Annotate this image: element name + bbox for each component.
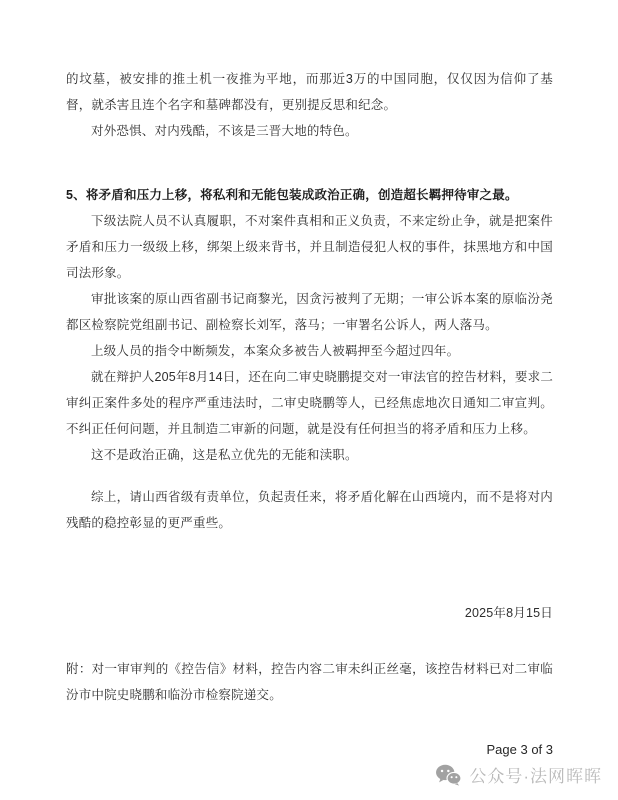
date-line: 2025年8月15日	[464, 606, 553, 620]
page-number: Page 3 of 3	[486, 742, 553, 757]
body-paragraph: 这不是政治正确，这是私立优先的无能和渎职。	[91, 448, 358, 462]
body-paragraph: 就在辩护人205年8月14日，还在向二审史晓鹏提交对一审法官的控告材料，要求二审纠正案件多处的程序严重违法时，二审史晓鹏等人，已经焦虑地次日通知二审宣判。不纠正任何问题，并且制造二审新的问题，就是没有任何担当的将矛盾和压力上移。	[66, 370, 554, 436]
body-paragraph-continuation: 的坟墓，被安排的推土机一夜推为平地，而那近3万的中国同胞，仅仅因为信仰了基督，就杀害且连个名字和墓碑都没有，更别提反思和纪念。	[66, 72, 553, 112]
body-paragraph: 对外恐惧、对内残酷，不该是三晋大地的特色。	[91, 124, 358, 138]
body-paragraph: 上级人员的指令中断频发，本案众多被告人被羁押至今超过四年。	[91, 344, 460, 358]
wechat-icon	[435, 764, 462, 786]
body-paragraph: 下级法院人员不认真履职，不对案件真相和正义负责，不来定纷止争，就是把案件矛盾和压力一级级上移，绑架上级来背书，并且制造侵犯人权的事件，抹黑地方和中国司法形象。	[66, 214, 553, 280]
document-body	[66, 66, 553, 708]
section-heading: 5、将矛盾和压力上移，将私利和无能包装成政治正确，创造超长羁押待审之最。	[66, 188, 518, 202]
appendix-note: 附：对一审审判的《控告信》材料，控告内容二审未纠正丝毫，该控告材料已对二审临汾市中院史晓鹏和临汾市检察院递交。	[66, 662, 553, 702]
body-paragraph: 审批该案的原山西省副书记商黎光，因贪污被判了无期；一审公诉本案的原临汾尧都区检察院党组副书记、副检察长刘军，落马；一审署名公诉人，两人落马。	[66, 292, 553, 332]
closing-paragraph: 综上，请山西省级有责单位，负起责任来，将矛盾化解在山西境内，而不是将对内残酷的稳控彰显的更严重些。	[66, 490, 553, 530]
watermark	[435, 762, 602, 787]
watermark-label: 公众号·法网晖晖	[469, 767, 602, 786]
